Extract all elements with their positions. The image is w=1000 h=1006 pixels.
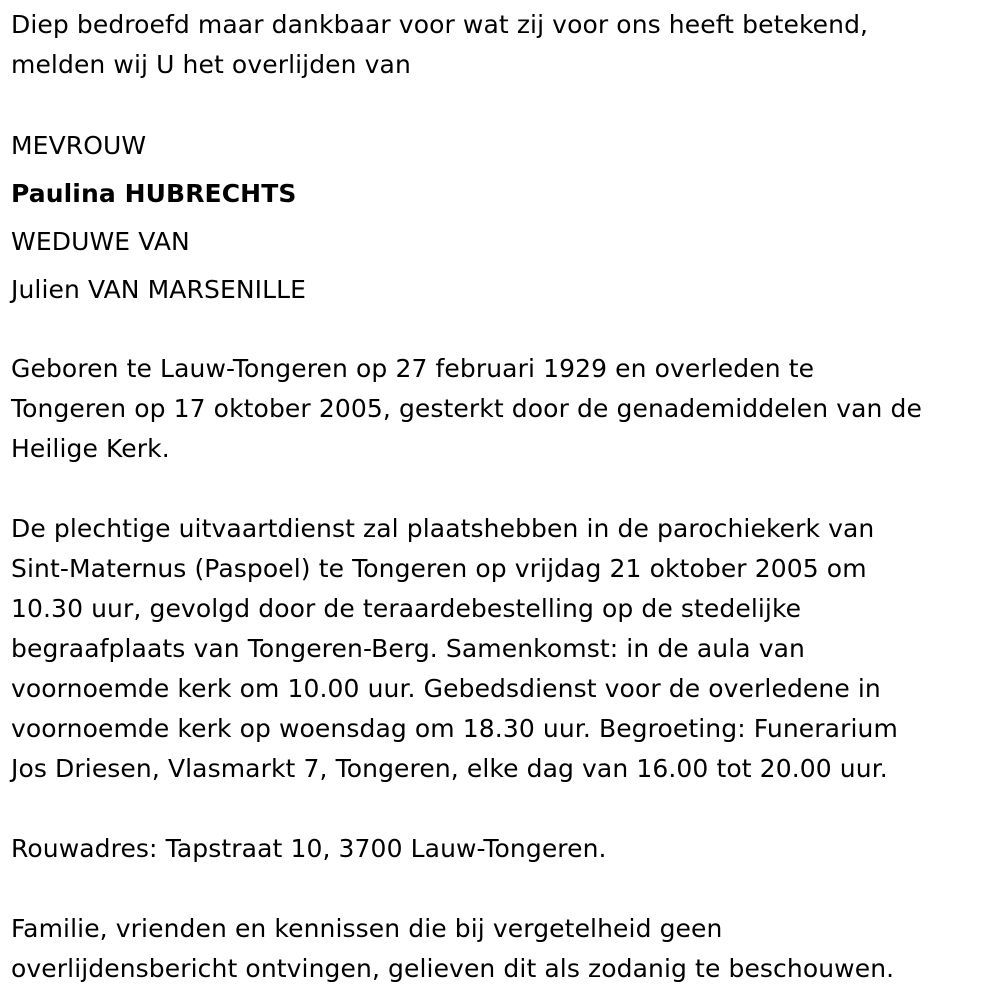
birth-death-paragraph — [11, 349, 922, 469]
intro-line: melden wij U het overlijden van — [11, 50, 411, 79]
address-line: Rouwadres: Tapstraat 10, 3700 Lauw-Tongeren. — [11, 834, 607, 863]
closing-line: overlijdensbericht ontvingen, gelieven dit als zodanig te beschouwen. — [11, 954, 895, 983]
funeral-line: voornoemde kerk om 10.00 uur. Gebedsdienst voor de overledene in — [11, 674, 881, 703]
person-title: MEVROUW — [11, 131, 147, 160]
person-spouse: Julien VAN MARSENILLE — [11, 275, 307, 304]
funeral-line: De plechtige uitvaartdienst zal plaatshebben in de parochiekerk van — [11, 514, 875, 543]
closing-paragraph — [11, 909, 894, 989]
funeral-line: 10.30 uur, gevolgd door de teraardebestelling op de stedelijke — [11, 594, 802, 623]
person-name: Paulina HUBRECHTS — [11, 179, 297, 208]
funeral-line: Sint-Maternus (Paspoel) te Tongeren op vrijdag 21 oktober 2005 om — [11, 554, 867, 583]
intro-line: Diep bedroefd maar dankbaar voor wat zij voor ons heeft betekend, — [11, 10, 869, 39]
closing-line: Familie, vrienden en kennissen die bij vergetelheid geen — [11, 914, 723, 943]
birth-death-line: Geboren te Lauw-Tongeren op 27 februari 1929 en overleden te — [11, 354, 815, 383]
funeral-line: Jos Driesen, Vlasmarkt 7, Tongeren, elke dag van 16.00 tot 20.00 uur. — [11, 754, 888, 783]
intro-paragraph — [11, 5, 868, 85]
address-paragraph — [11, 829, 607, 869]
funeral-line: begraafplaats van Tongeren-Berg. Samenkomst: in de aula van — [11, 634, 805, 663]
funeral-line: voornoemde kerk op woensdag om 18.30 uur. Begroeting: Funerarium — [11, 714, 898, 743]
person-relation: WEDUWE VAN — [11, 227, 190, 256]
birth-death-line: Heilige Kerk. — [11, 434, 170, 463]
birth-death-line: Tongeren op 17 oktober 2005, gesterkt door de genademiddelen van de — [11, 394, 922, 423]
person-block — [11, 122, 306, 314]
funeral-paragraph — [11, 509, 898, 789]
